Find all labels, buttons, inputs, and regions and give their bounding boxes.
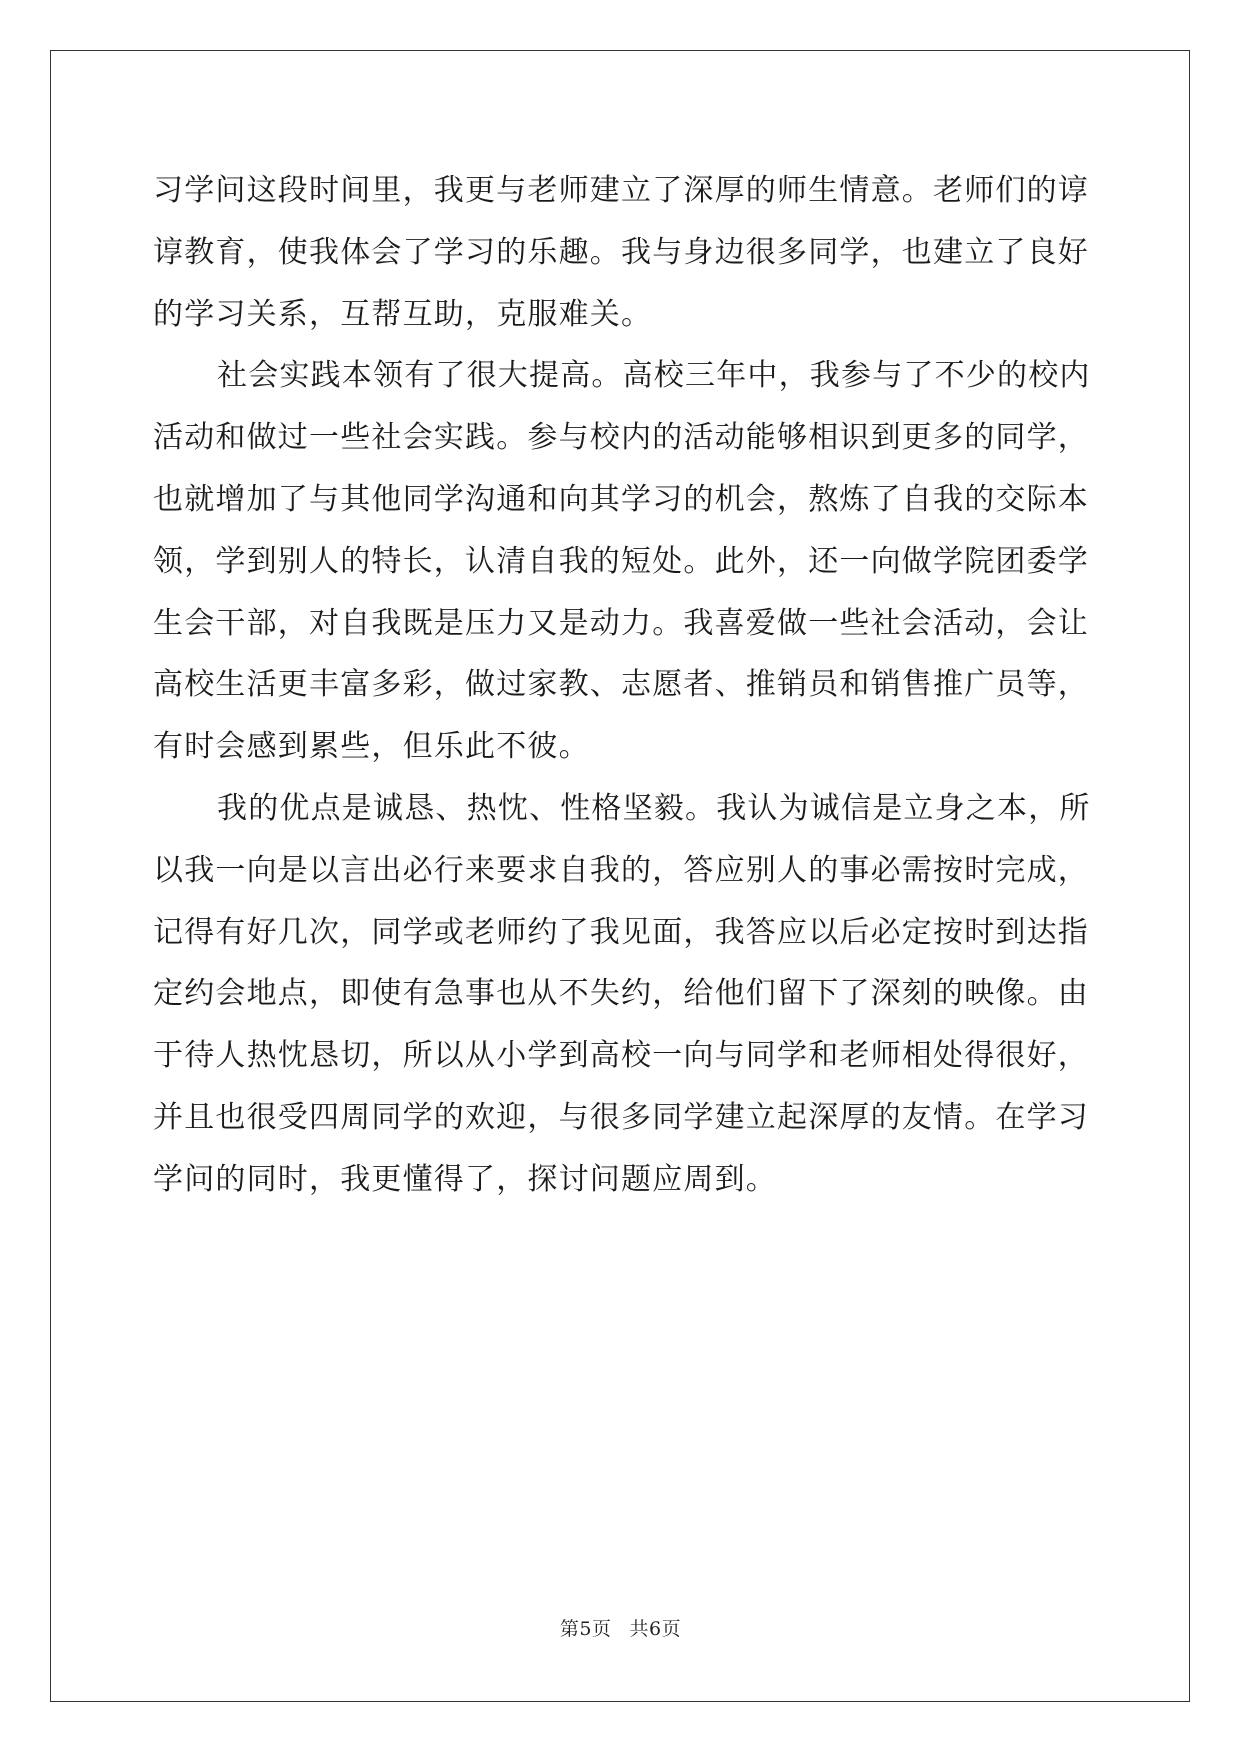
text-line: 活动和做过一些社会实践。参与校内的活动能够相识到更多的同学， (153, 420, 1089, 456)
text-line: 谆教育，使我体会了学习的乐趣。我与身边很多同学，也建立了良好 (153, 234, 1089, 270)
text-line: 记得有好几次，同学或老师约了我见面，我答应以后必定按时到达指 (153, 914, 1089, 950)
document-body (153, 160, 1093, 1211)
text-line: 高校生活更丰富多彩，做过家教、志愿者、推销员和销售推广员等， (153, 667, 1089, 703)
text-line: 也就增加了与其他同学沟通和向其学习的机会，熬炼了自我的交际本 (153, 481, 1089, 517)
total-pages-label: 共6页 (629, 1618, 682, 1640)
text-line: 的学习关系，互帮互助，克服难关。 (153, 296, 653, 332)
page-footer (0, 1614, 1241, 1641)
text-line: 社会实践本领有了很大提高。高校三年中，我参与了不少的校内 (217, 358, 1091, 394)
text-line: 习学问这段时间里，我更与老师建立了深厚的师生情意。老师们的谆 (153, 173, 1089, 208)
text-line: 以我一向是以言出必行来要求自我的，答应别人的事必需按时完成， (153, 852, 1089, 888)
text-line: 并且也很受四周同学的欢迎，与很多同学建立起深厚的友情。在学习 (153, 1099, 1089, 1135)
text-line: 于待人热忱恳切，所以从小学到高校一向与同学和老师相处得很好， (153, 1038, 1089, 1074)
text-line: 定约会地点，即使有急事也从不失约，给他们留下了深刻的映像。由 (153, 976, 1089, 1012)
text-line: 有时会感到累些，但乐此不彼。 (153, 729, 590, 765)
text-line: 领，学到别人的特长，认清自我的短处。此外，还一向做学院团委学 (153, 543, 1089, 579)
current-page-label: 第5页 (559, 1618, 612, 1640)
text-line: 学问的同时，我更懂得了，探讨问题应周到。 (153, 1161, 777, 1197)
text-line: 我的优点是诚恳、热忱、性格坚毅。我认为诚信是立身之本，所 (217, 790, 1091, 826)
text-line: 生会干部，对自我既是压力又是动力。我喜爱做一些社会活动，会让 (153, 605, 1089, 641)
